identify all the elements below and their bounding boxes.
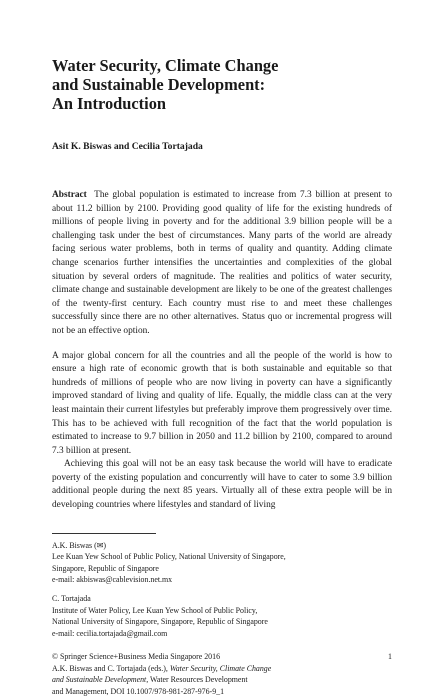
body-text [52, 350, 392, 513]
abstract-text: The global population is estimated to increase from 7.3 billion at present to about 11.2 billion by 2100. Providing good quality of life for the existing hundreds of millions of people living in poverty and for the additional 3.9 billion people will be a challenging task under the best of circumstances. Many parts of the world are already facing serious water problems, both in terms of quality and quantity. Adding climate change scenarios further intensifies the uncertainties and complexities of the global situation by several orders of magnitude. The realities and politics of water security, climate change and sustainable development are likely to be one of the greatest challenges of the twenty-first century. Each country must rise to and meet these challenges successfully since there are no other alternatives. Status quo or incremental progress will not be an effective option. [52, 190, 392, 336]
affiliation-email: e-mail: cecilia.tortajada@gmail.com [52, 628, 168, 638]
page-number: 1 [388, 652, 392, 662]
citation-book-title: Water Security, Climate Change [169, 663, 272, 673]
citation-doi: and Management, DOI 10.1007/978-981-287-976-9_1 [52, 686, 225, 696]
citation-editors: A.K. Biswas and C. Tortajada (eds.), [52, 663, 170, 673]
footnote-divider [52, 533, 156, 534]
citation-series: , Water Resources Development [146, 675, 248, 685]
abstract [52, 189, 392, 339]
title-line-3: An Introduction [52, 94, 167, 113]
citation-book-title-cont: and Sustainable Development [52, 675, 147, 685]
affiliation-line: National University of Singapore, Singapore, Republic of Singapore [52, 617, 268, 627]
paper-page [52, 56, 392, 697]
publication-footer [52, 651, 392, 697]
affiliation-line: Singapore, Republic of Singapore [52, 563, 159, 573]
abstract-label: Abstract [52, 190, 87, 200]
author-list: Asit K. Biswas and Cecilia Tortajada [52, 141, 203, 152]
affiliation-line: Lee Kuan Yew School of Public Policy, National University of Singapore, [52, 552, 286, 562]
title-line-1: Water Security, Climate Change [52, 56, 279, 75]
affiliation-biswas [52, 540, 392, 586]
citation-line-1 [52, 663, 392, 674]
affiliation-line: Institute of Water Policy, Lee Kuan Yew School of Public Policy, [52, 605, 258, 615]
affiliation-name: A.K. Biswas (✉) [52, 540, 106, 550]
body-paragraph-1: A major global concern for all the countries and all the people of the world is how to ensure a high rate of economic growth that is both sustainable and equitable so that hundreds of millions of people who are now living in poverty can have a significantly improved standard of living and quality of life. Equally, the middle class can at the very least maintain their current lifestyles but preferably improve them progressively over time. This has to be achieved with full recognition of the fact that the world population is estimated to increase to 9.7 billion in 2050 and 11.2 billion by 2100, compared to around 7.3 billion at present. [52, 350, 392, 456]
body-paragraph-2: Achieving this goal will not be an easy task because the world will have to eradicate poverty of the existing population and concurrently will have to cater to some 3.9 billion additional people during the next 85 years. Virtually all of these extra people will be in developing countries where lifestyles and standard of living [52, 459, 392, 511]
affiliation-name: C. Tortajada [52, 594, 91, 604]
affiliation-email: e-mail: akbiswas@cablevision.net.mx [52, 575, 173, 585]
affiliation-tortajada [52, 593, 392, 639]
citation-line-2 [52, 674, 392, 685]
title-line-2: and Sustainable Development: [52, 75, 266, 94]
paper-title [52, 56, 392, 113]
copyright-line: © Springer Science+Business Media Singapore 2016 [52, 652, 221, 662]
